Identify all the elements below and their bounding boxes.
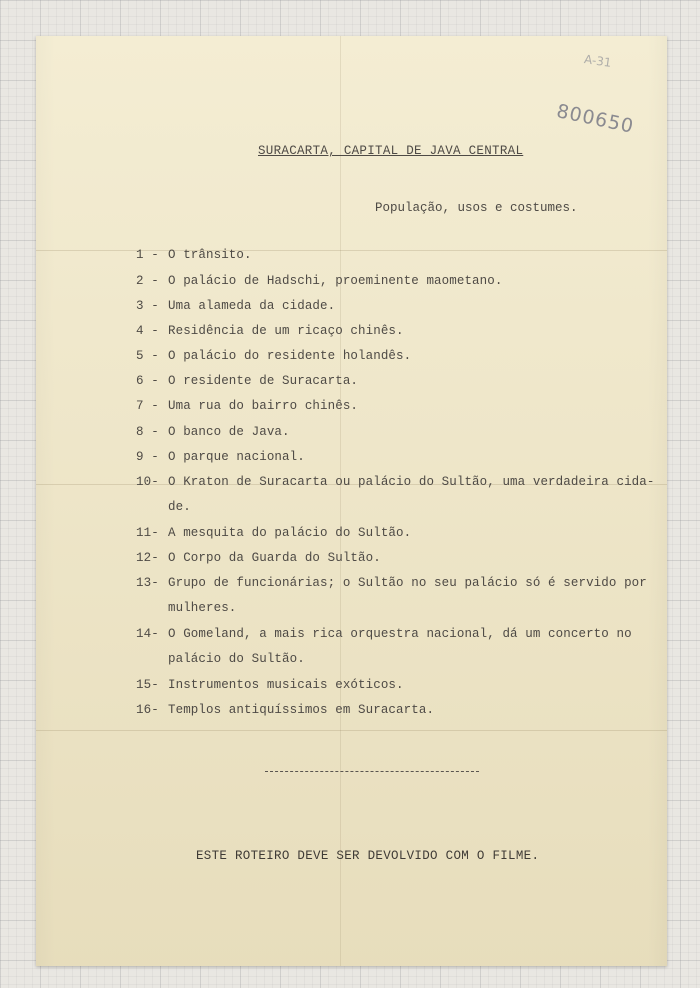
list-item: 10- O Kraton de Suracarta ou palácio do Sultão, uma verdadeira cida-	[136, 475, 655, 489]
list-item: 16- Templos antiquíssimos em Suracarta.	[136, 703, 435, 717]
document-title: SURACARTA, CAPITAL DE JAVA CENTRAL	[258, 144, 524, 158]
pencil-reference-mark: A-31	[583, 52, 613, 70]
list-item: 2 - O palácio de Hadschi, proeminente maometano.	[136, 274, 503, 288]
dashed-divider	[265, 771, 479, 772]
fold-line	[36, 250, 667, 251]
typed-document	[36, 36, 667, 966]
list-item: 7 - Uma rua do bairro chinês.	[136, 399, 359, 413]
fold-line	[340, 36, 341, 966]
list-item: 9 - O parque nacional.	[136, 450, 305, 464]
list-item: 14- O Gomeland, a mais rica orquestra nacional, dá um concerto no	[136, 627, 632, 641]
document-subtitle: População, usos e costumes.	[375, 201, 578, 215]
list-item: 12- O Corpo da Guarda do Sultão.	[136, 551, 381, 565]
list-item-continuation: de.	[168, 500, 191, 514]
list-item: 15- Instrumentos musicais exóticos.	[136, 678, 404, 692]
handwritten-reference-number: 800650	[554, 100, 636, 138]
list-item: 3 - Uma alameda da cidade.	[136, 299, 336, 313]
list-item: 8 - O banco de Java.	[136, 425, 290, 439]
list-item: 11- A mesquita do palácio do Sultão.	[136, 526, 412, 540]
list-item-continuation: palácio do Sultão.	[168, 652, 305, 666]
list-item: 13- Grupo de funcionárias; o Sultão no seu palácio só é servido por	[136, 576, 647, 590]
list-item: 6 - O residente de Suracarta.	[136, 374, 359, 388]
list-item: 5 - O palácio do residente holandês.	[136, 349, 412, 363]
list-item: 1 - O trânsito.	[136, 248, 252, 262]
fold-line	[36, 730, 667, 731]
list-item: 4 - Residência de um ricaço chinês.	[136, 324, 404, 338]
footer-notice: ESTE ROTEIRO DEVE SER DEVOLVIDO COM O FILME.	[196, 849, 540, 863]
list-item-continuation: mulheres.	[168, 601, 237, 615]
